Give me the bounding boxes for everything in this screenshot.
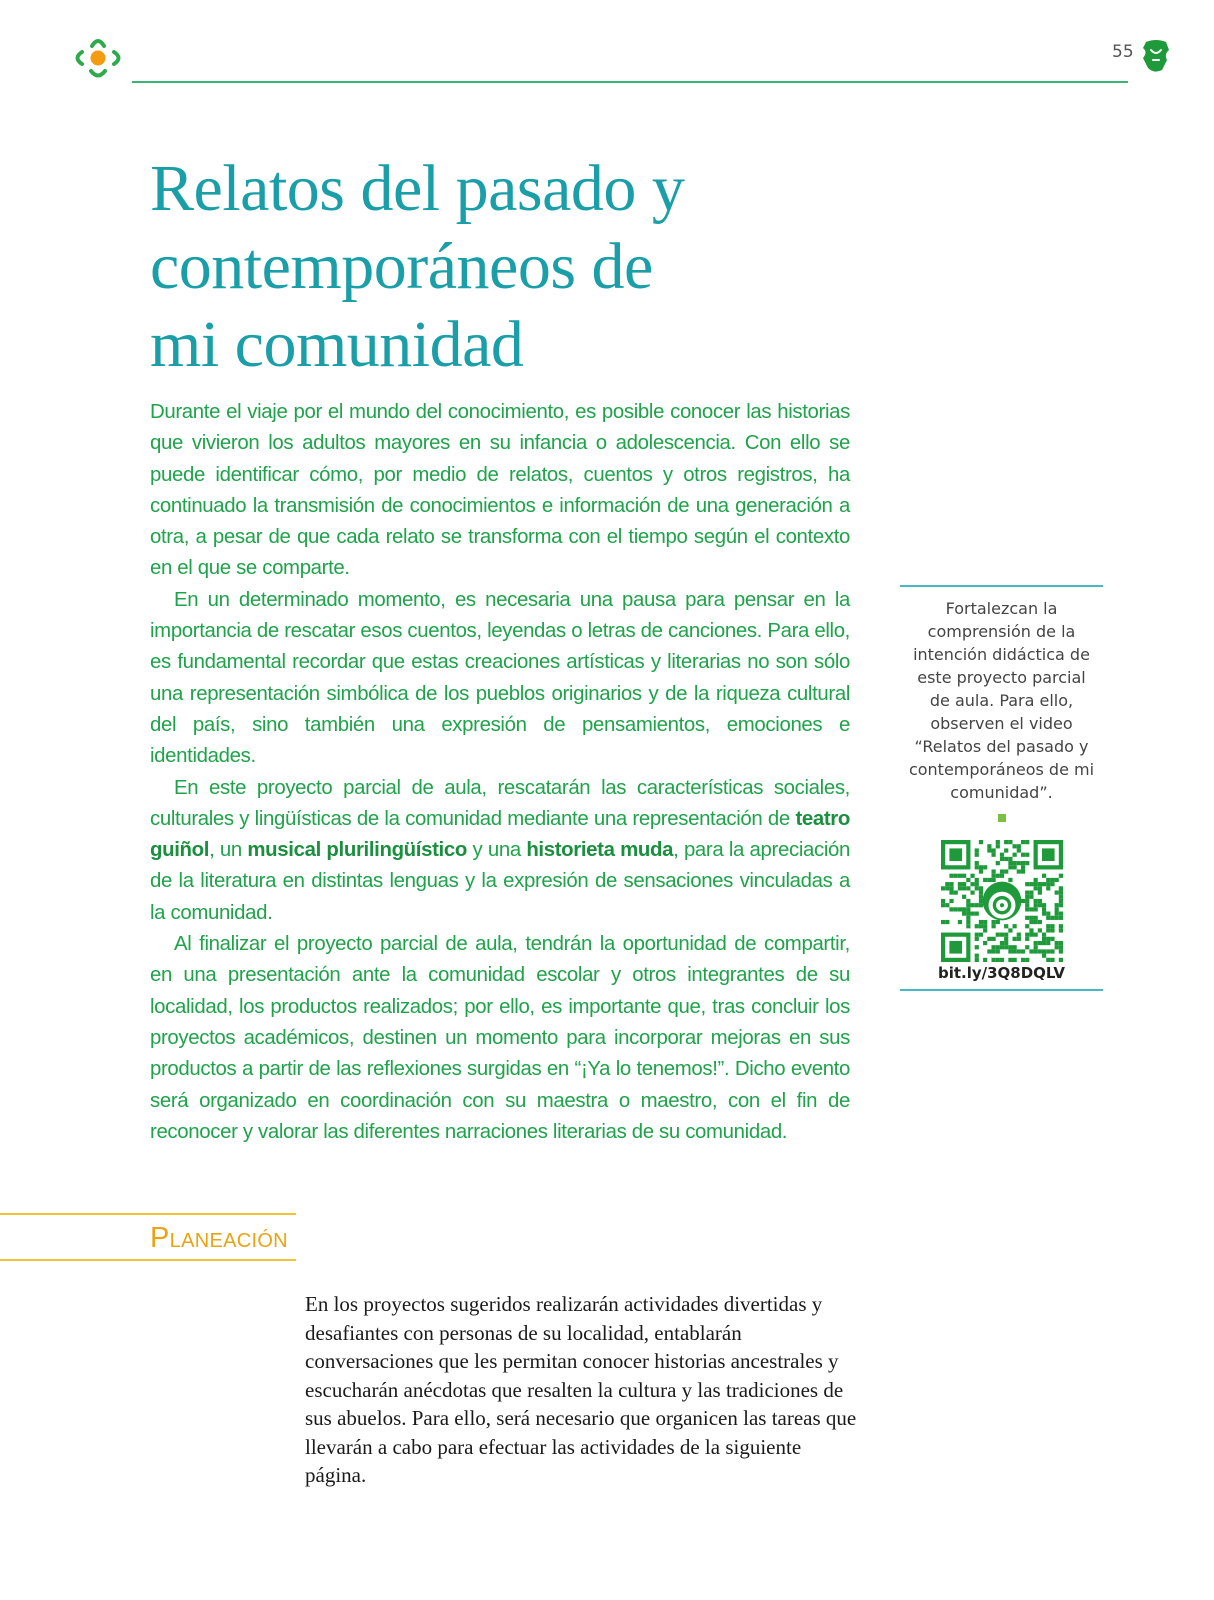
section-rule-bottom bbox=[0, 1259, 296, 1261]
title-line: contemporáneos de bbox=[150, 230, 653, 303]
green-glyph-icon bbox=[1140, 38, 1172, 74]
bold-term-historieta: historieta muda bbox=[526, 839, 674, 862]
bold-term-teatro-guinol: teatro guiñol bbox=[150, 807, 850, 862]
planning-text: En los proyectos sugeridos realizarán actividades divertidas y desafiantes con personas de su localidad, entablarán conversaciones que les permitan conocer historias ancestrales y escucharán anécdotas que resalten la cultura y las tradiciones de sus abuelos. Para ello, será necesario que organicen las tareas que llevarán a cabo para efectuar las actividades de la siguiente página. bbox=[305, 1292, 857, 1487]
intro-paragraph-4: Al finalizar el proyecto parcial de aula, tendrán la oportunidad de compartir, en una presentación ante la comunidad escolar y otros integrantes de su localidad, los productos realizados; por ello, es importante que, tras concluir los proyectos académicos, destinen un momento para incorporar mejoras en sus productos a partir de las reflexiones surgidas en “¡Ya lo tenemos!”. Dicho evento será organizado en coordinación con su maestra o maestro, con el fin de reconocer y valorar las diferentes narraciones literarias de su comunidad. bbox=[150, 933, 850, 1143]
title-line: Relatos del pasado y bbox=[150, 152, 685, 225]
sidebar-text: Fortalezcan la comprensión de la intención didáctica de este proyecto parcial de aula. Para ello, observen el video “Relatos del pasado y contemporáneos de mi comunidad”. bbox=[908, 599, 1095, 802]
intro-paragraph-1: Durante el viaje por el mundo del conocimiento, es posible conocer las historias que vivieron los adultos mayores en su infancia o adolescencia. Con ello se puede identificar cómo, por medio de relatos, cuentos y otros registros, ha continuado la transmisión de conocimientos e información de una generación a otra, a pesar de que cada relato se transforma con el tiempo según el contexto en el que se comparte. bbox=[150, 401, 850, 580]
text-run: , un bbox=[209, 839, 248, 862]
qr-code-icon[interactable] bbox=[941, 840, 1063, 962]
intro-paragraph-2: En un determinado momento, es necesaria una pausa para pensar en la importancia de rescatar esos cuentos, leyendas o letras de canciones. Para ello, es fundamental recordar que estas creaciones artísticas y literarias no son sólo una representación simbólica de los pueblos originarios y de la riqueza cultural del país, sino también una expresión de pensamientos, emociones e identidades. bbox=[150, 588, 850, 768]
section-title: Planeación bbox=[150, 1222, 288, 1254]
section-rule-top bbox=[0, 1213, 296, 1215]
bullet-square bbox=[998, 814, 1006, 822]
sun-flower-icon bbox=[72, 34, 124, 84]
intro-paragraph-3 bbox=[150, 773, 850, 929]
text-run: y una bbox=[466, 839, 527, 862]
text-run: En este proyecto parcial de aula, rescatarán las características sociales, culturales y lingüísticas de la comunidad mediante una representación de bbox=[150, 776, 850, 830]
video-link[interactable]: bit.ly/3Q8DQLV bbox=[937, 964, 1066, 982]
page-number: 55 bbox=[1112, 42, 1134, 62]
text-run: , para la apreciación de la literatura en distintas lenguas y la expresión de sensaciones vinculadas a la comunidad. bbox=[150, 839, 850, 924]
header-rule bbox=[132, 81, 1128, 83]
bold-term-musical: musical plurilingüístico bbox=[247, 839, 467, 862]
title-line: mi comunidad bbox=[150, 308, 524, 381]
page-title bbox=[150, 150, 850, 384]
sidebar-video-box bbox=[900, 585, 1103, 991]
intro-text bbox=[150, 397, 850, 1148]
